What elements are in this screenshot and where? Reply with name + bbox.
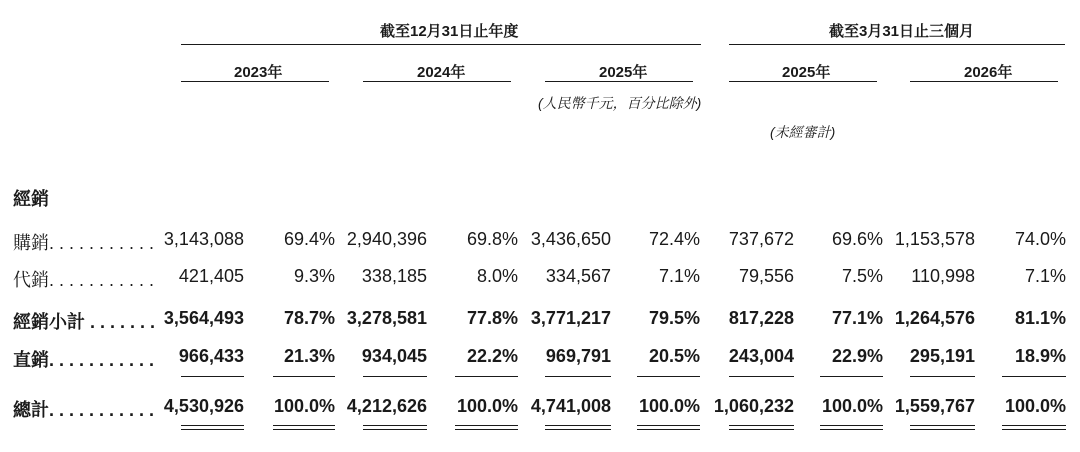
subtotal-rule-2023-pct: [273, 376, 335, 377]
year-rule-2023: [181, 81, 329, 82]
cell-direct-sales-2024-amount: 934,045: [361, 346, 427, 366]
subtotal-rule-q2026-amount: [910, 376, 975, 377]
cell-purchase-sales-q2026-amount: 1,153,578: [894, 229, 975, 249]
cell-total-2023-amount: 4,530,926: [163, 396, 244, 416]
cell-purchase-sales-q2025-pct: 69.6%: [831, 229, 883, 249]
cell-total-q2025-amount: 1,060,232: [713, 396, 794, 416]
unaudited-note: (未經審計): [770, 124, 836, 140]
cell-purchase-sales-q2026-pct: 74.0%: [1014, 229, 1066, 249]
row-label-purchase-sales: 購銷. . . . . . . . . . .: [13, 233, 155, 253]
year-header-2025-q: 2025年: [782, 64, 831, 81]
header-rule-quarter: [729, 44, 1065, 45]
cell-direct-sales-q2026-amount: 295,191: [909, 346, 975, 366]
cell-distribution-subtotal-q2025-amount: 817,228: [728, 308, 794, 328]
cell-direct-sales-2025-amount: 969,791: [545, 346, 611, 366]
cell-total-q2026-amount: 1,559,767: [894, 396, 975, 416]
cell-total-q2025-pct: 100.0%: [821, 396, 883, 416]
cell-distribution-subtotal-q2026-amount: 1,264,576: [894, 308, 975, 328]
cell-distribution-subtotal-2023-amount: 3,564,493: [163, 308, 244, 328]
subtotal-rule-q2026-pct: [1002, 376, 1066, 377]
subtotal-rule-2025-amount: [545, 376, 611, 377]
cell-total-2024-pct: 100.0%: [456, 396, 518, 416]
total-double-rule-2024-pct: [455, 425, 518, 430]
cell-distribution-subtotal-2024-pct: 77.8%: [466, 308, 518, 328]
year-rule-2025-q: [729, 81, 877, 82]
total-double-rule-q2026-pct: [1002, 425, 1066, 430]
cell-direct-sales-q2025-amount: 243,004: [728, 346, 794, 366]
cell-direct-sales-q2025-pct: 22.9%: [831, 346, 883, 366]
subtotal-rule-q2025-pct: [820, 376, 883, 377]
total-double-rule-2024-amount: [363, 425, 427, 430]
group-header-year: 截至12月31日止年度: [380, 23, 519, 40]
cell-consignment-2024-pct: 8.0%: [476, 266, 518, 286]
cell-total-2025-pct: 100.0%: [638, 396, 700, 416]
cell-distribution-subtotal-2024-amount: 3,278,581: [346, 308, 427, 328]
total-double-rule-2023-amount: [181, 425, 244, 430]
cell-total-2025-amount: 4,741,008: [530, 396, 611, 416]
subtotal-rule-2023-amount: [181, 376, 244, 377]
cell-direct-sales-2025-pct: 20.5%: [648, 346, 700, 366]
total-double-rule-2025-pct: [637, 425, 700, 430]
cell-purchase-sales-2023-amount: 3,143,088: [163, 229, 244, 249]
year-header-2025: 2025年: [599, 64, 648, 81]
cell-purchase-sales-2024-amount: 2,940,396: [346, 229, 427, 249]
header-rule-year: [181, 44, 701, 45]
year-header-2024: 2024年: [417, 64, 466, 81]
cell-total-2024-amount: 4,212,626: [346, 396, 427, 416]
year-rule-2026-q: [910, 81, 1058, 82]
group-header-quarter: 截至3月31日止三個月: [829, 23, 975, 40]
cell-distribution-subtotal-2025-pct: 79.5%: [648, 308, 700, 328]
total-double-rule-q2025-amount: [729, 425, 794, 430]
cell-distribution-subtotal-q2025-pct: 77.1%: [831, 308, 883, 328]
cell-total-q2026-pct: 100.0%: [1004, 396, 1066, 416]
cell-direct-sales-2024-pct: 22.2%: [466, 346, 518, 366]
cell-consignment-2024-amount: 338,185: [361, 266, 427, 286]
cell-purchase-sales-2025-pct: 72.4%: [648, 229, 700, 249]
year-rule-2024: [363, 81, 511, 82]
cell-consignment-q2025-pct: 7.5%: [841, 266, 883, 286]
cell-consignment-2025-amount: 334,567: [545, 266, 611, 286]
cell-consignment-q2026-pct: 7.1%: [1024, 266, 1066, 286]
year-rule-2025: [545, 81, 693, 82]
cell-distribution-subtotal-2025-amount: 3,771,217: [530, 308, 611, 328]
cell-distribution-subtotal-2023-pct: 78.7%: [283, 308, 335, 328]
cell-direct-sales-2023-pct: 21.3%: [283, 346, 335, 366]
cell-purchase-sales-2025-amount: 3,436,650: [530, 229, 611, 249]
subtotal-rule-2025-pct: [637, 376, 700, 377]
cell-consignment-2025-pct: 7.1%: [658, 266, 700, 286]
subtotal-rule-2024-amount: [363, 376, 427, 377]
total-double-rule-2025-amount: [545, 425, 611, 430]
unit-note: (人民幣千元，百分比除外): [538, 95, 702, 111]
row-label-distribution-subtotal: 經銷小計 . . . . . . .: [13, 312, 156, 332]
cell-purchase-sales-2024-pct: 69.8%: [466, 229, 518, 249]
total-double-rule-2023-pct: [273, 425, 335, 430]
cell-distribution-subtotal-q2026-pct: 81.1%: [1014, 308, 1066, 328]
cell-direct-sales-2023-amount: 966,433: [178, 346, 244, 366]
row-label-consignment: 代銷. . . . . . . . . . .: [13, 270, 155, 290]
row-label-total: 總計. . . . . . . . . . .: [13, 400, 155, 420]
cell-consignment-2023-pct: 9.3%: [293, 266, 335, 286]
section-title: 經銷: [13, 189, 49, 209]
year-header-2026-q: 2026年: [964, 64, 1013, 81]
year-header-2023: 2023年: [234, 64, 283, 81]
subtotal-rule-q2025-amount: [729, 376, 794, 377]
total-double-rule-q2026-amount: [910, 425, 975, 430]
cell-purchase-sales-2023-pct: 69.4%: [283, 229, 335, 249]
cell-purchase-sales-q2025-amount: 737,672: [728, 229, 794, 249]
cell-total-2023-pct: 100.0%: [273, 396, 335, 416]
cell-consignment-2023-amount: 421,405: [178, 266, 244, 286]
row-label-direct-sales: 直銷. . . . . . . . . . .: [13, 350, 155, 370]
cell-direct-sales-q2026-pct: 18.9%: [1014, 346, 1066, 366]
subtotal-rule-2024-pct: [455, 376, 518, 377]
total-double-rule-q2025-pct: [820, 425, 883, 430]
cell-consignment-q2025-amount: 79,556: [738, 266, 794, 286]
cell-consignment-q2026-amount: 110,998: [911, 266, 975, 286]
